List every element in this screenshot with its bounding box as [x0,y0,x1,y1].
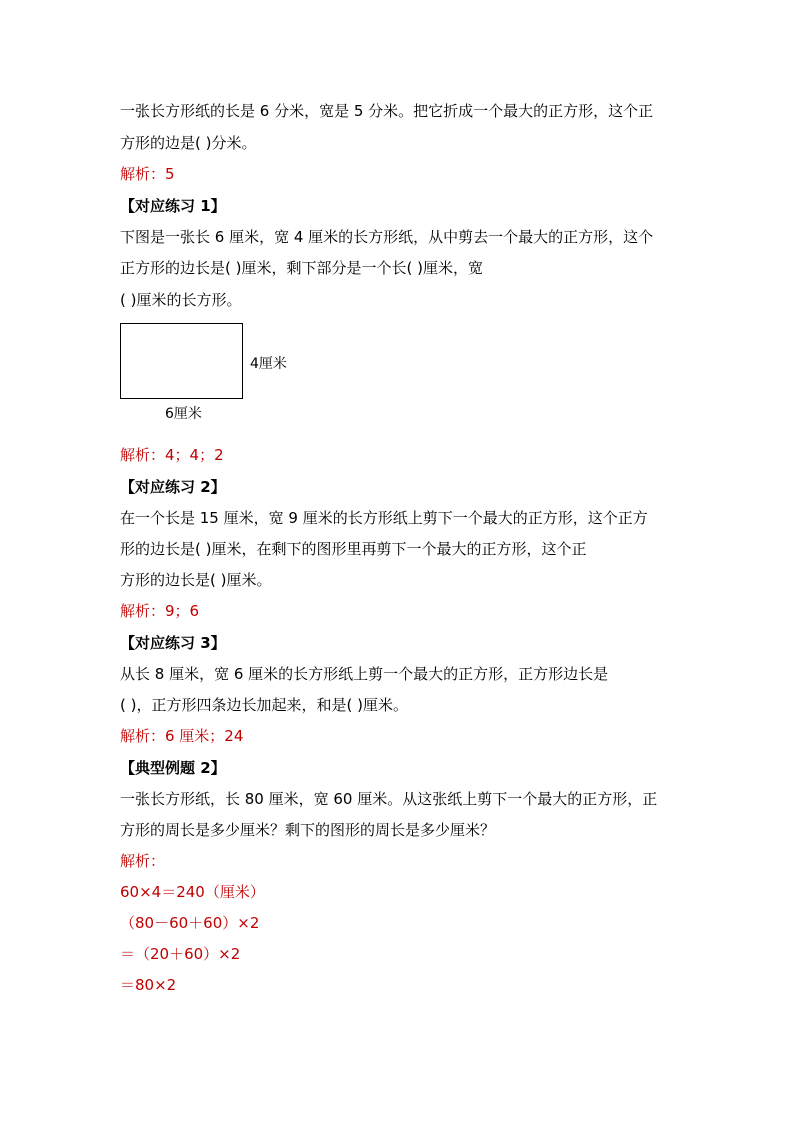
question-text-line: 形的边长是( )厘米，在剩下的图形里再剪下一个最大的正方形，这个正 [120,540,587,558]
question-text-line: 一张长方形纸，长 80 厘米，宽 60 厘米。从这张纸上剪下一个最大的正方形，正 [120,790,658,808]
question-text-line: 下图是一张长 6 厘米，宽 4 厘米的长方形纸，从中剪去一个最大的正方形，这个 [120,228,654,246]
rectangle-figure [120,323,243,399]
question-text-line: 一张长方形纸的长是 6 分米，宽是 5 分米。把它折成一个最大的正方形，这个正 [120,102,654,120]
solution-step: （80－60＋60）×2 [120,914,260,932]
answer-text: 解析：9；6 [120,602,200,620]
question-text-line: 从长 8 厘米，宽 6 厘米的长方形纸上剪一个最大的正方形，正方形边长是 [120,665,609,683]
question-text-line: 在一个长是 15 厘米，宽 9 厘米的长方形纸上剪下一个最大的正方形，这个正方 [120,509,648,527]
solution-step: 60×4＝240（厘米） [120,883,265,901]
question-text-line: 方形的周长是多少厘米？剩下的图形的周长是多少厘米？ [120,821,496,839]
section-heading: 【对应练习 3】 [120,634,226,652]
question-text-line: 方形的边长是( )厘米。 [120,571,272,589]
solution-step: ＝（20＋60）×2 [120,945,241,963]
question-text-line: ( )厘米的长方形。 [120,291,242,309]
answer-text: 解析：5 [120,165,175,183]
section-heading: 【典型例题 2】 [120,759,226,777]
question-text-line: 方形的边是( )分米。 [120,134,257,152]
section-heading: 【对应练习 1】 [120,197,226,215]
question-text-line: 正方形的边长是( )厘米，剩下部分是一个长( )厘米，宽 [120,259,483,277]
answer-label: 解析： [120,852,166,870]
figure-width-label: 6厘米 [165,406,202,422]
question-text-line: ( )，正方形四条边长加起来，和是( )厘米。 [120,696,408,714]
solution-step: ＝80×2 [120,976,177,994]
figure-height-label: 4厘米 [250,356,287,372]
answer-text: 解析：6 厘米；24 [120,727,244,745]
answer-text: 解析：4；4；2 [120,446,224,464]
section-heading: 【对应练习 2】 [120,478,226,496]
